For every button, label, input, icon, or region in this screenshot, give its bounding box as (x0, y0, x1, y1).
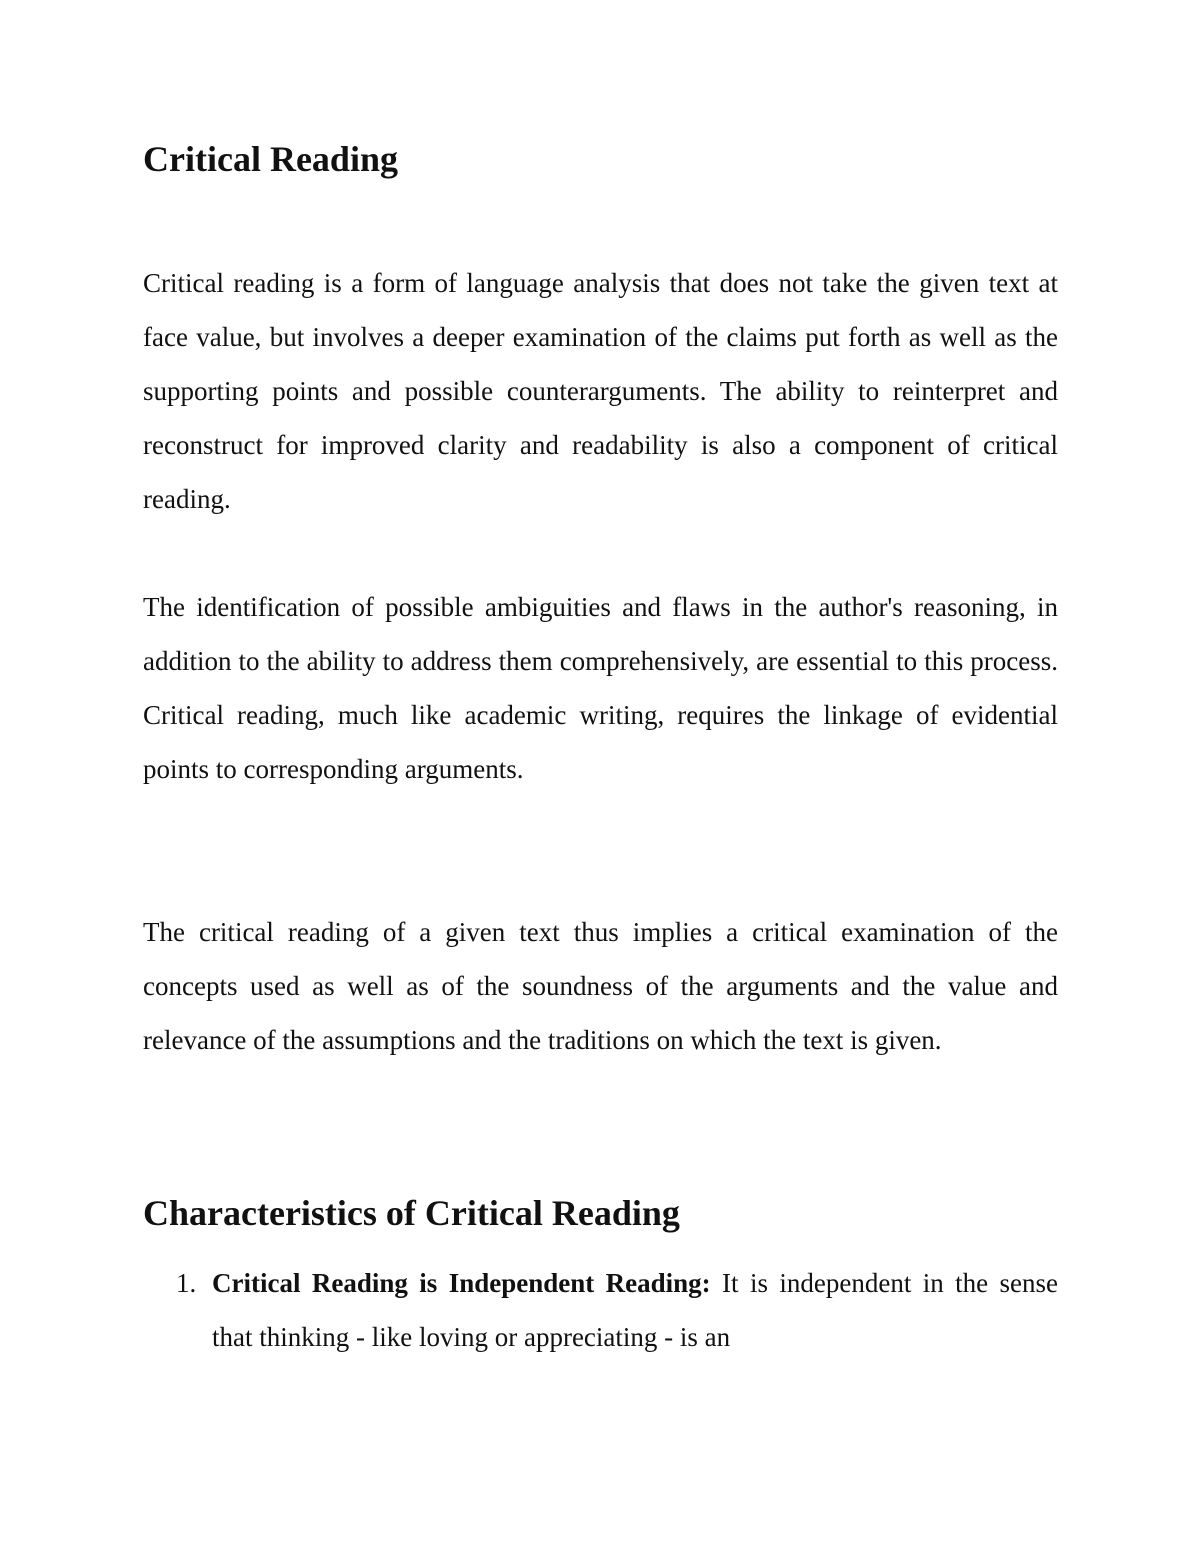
paragraph-identification: The identification of possible ambiguities and flaws in the author's reasoning, in addition to the ability to address them comprehensively, are essential to this process. Critical reading, much like academic writing, requires the linkage of evidential points to corresponding arguments. (143, 592, 1058, 784)
characteristics-list (143, 1256, 1058, 1364)
list-item-number: 1. (176, 1268, 197, 1298)
list-item-text: It is independent in the sense that thinking - like loving or appreciating - is an (212, 1268, 1058, 1352)
paragraph-intro: Critical reading is a form of language analysis that does not take the given text at face value, but involves a deeper examination of the claims put forth as well as the supporting points and possible counterarguments. The ability to reinterpret and reconstruct for improved clarity and readability is also a component of critical reading. (143, 268, 1058, 514)
paragraph-examination: The critical reading of a given text thus implies a critical examination of the concepts used as well as of the soundness of the arguments and the value and relevance of the assumptions and the traditions on which the text is given. (143, 917, 1058, 1055)
list-item (143, 1256, 1058, 1364)
section-heading: Characteristics of Critical Reading (143, 1193, 680, 1233)
page-title: Critical Reading (143, 139, 398, 179)
list-item-lead: Critical Reading is Independent Reading: (212, 1268, 711, 1298)
